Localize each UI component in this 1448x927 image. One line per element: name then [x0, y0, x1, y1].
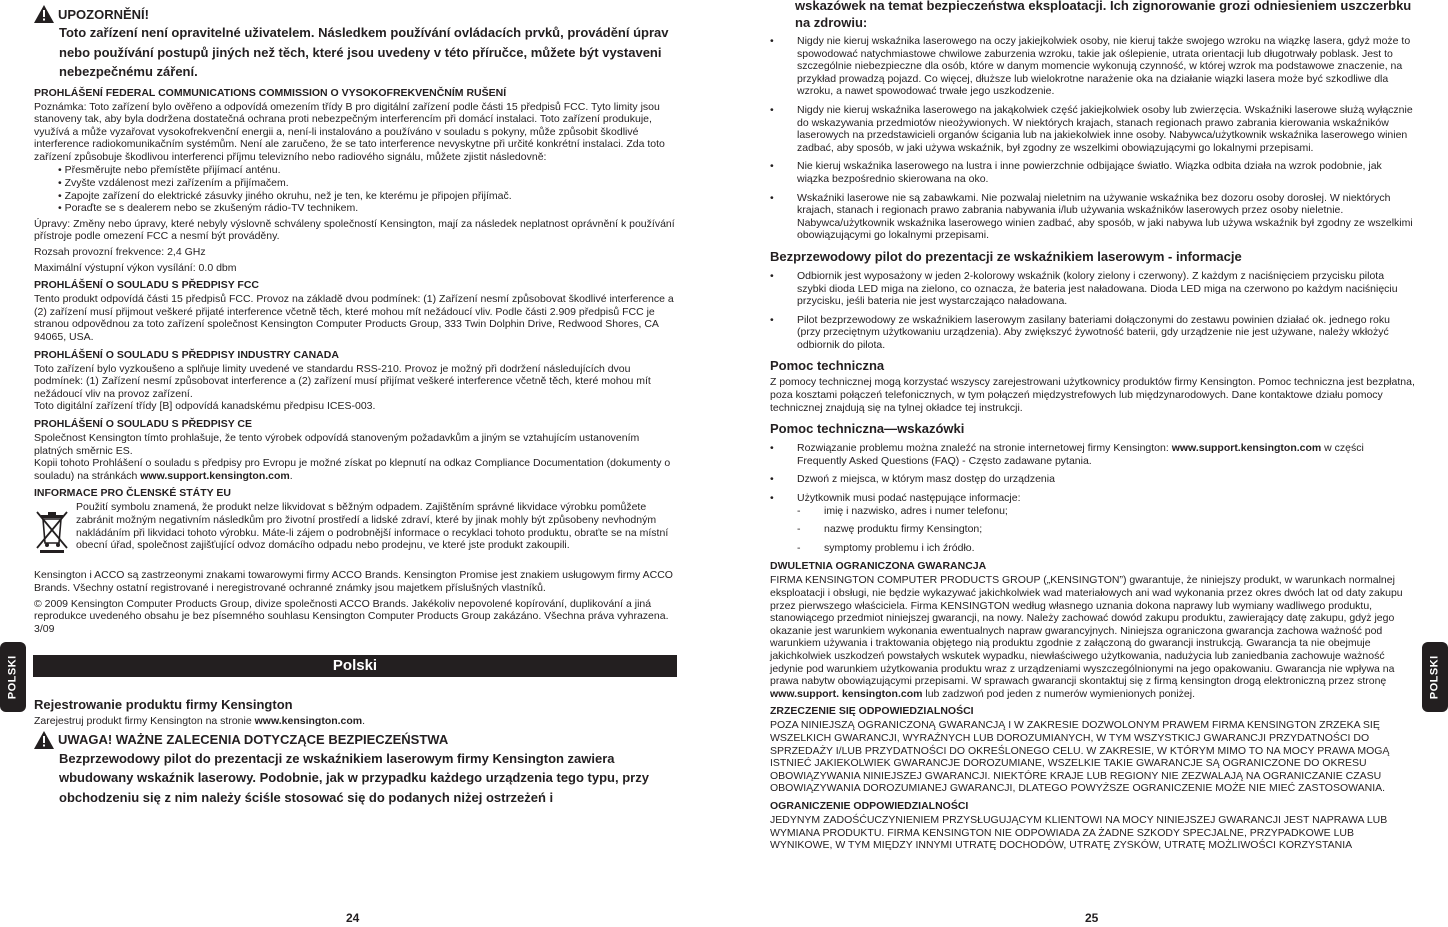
fcc-conformity-heading: PROHLÁŠENÍ O SOULADU S PŘEDPISY FCC: [34, 279, 260, 292]
canada-heading: PROHLÁŠENÍ O SOULADU S PŘEDPISY INDUSTRY CANADA: [34, 348, 339, 361]
list-item: [770, 492, 1416, 554]
fcc-conformity-text: Tento produkt odpovídá části 15 předpisů FCC. Provoz na základě dvou podmínek: (1) Zařízení nesmí způsobovat škodlivé interference a (2) zařízení musí přijmout veškeré přijaté interference včetně těch, které mohou mít nežádoucí vliv. Podle části 2.909 předpisů FCC je stranou odpovědnou za toto zařízení společnost Kensington Computer Products Group, 333 Twin Dolphin Drive, Redwood Shores, CA 94065, USA.: [34, 293, 674, 343]
eu-section: [34, 501, 676, 553]
ce-support-link[interactable]: www.support.kensington.com: [140, 469, 290, 482]
list-item: • Zvyšte vzdálenost mezi zařízením a přijímačem.: [58, 177, 676, 190]
side-tab-left: POLSKI: [0, 642, 26, 712]
warranty-heading: DWULETNIA OGRANICZONA GWARANCJA: [770, 560, 987, 573]
warranty-text: [770, 574, 1416, 700]
list-item: • Zapojte zařízení do elektrické zásuvky jiného okruhu, než je ten, ke kterému je připojen přijímač.: [58, 190, 676, 203]
support-link[interactable]: www.support.kensington.com: [1171, 442, 1322, 455]
fcc-text: Poznámka: Toto zařízení bylo ověřeno a odpovídá omezením třídy B pro digitální zařízení podle části 15 předpisů FCC. Tyto limity jsou stanoveny tak, aby byla dodržena dostatečná ochrana proti nebezpečným interferencím při domácí instalaci. Toto zařízení produkuje, využívá a může vyzařovat vysokofrekvenční energii a, není-li instalováno a používáno v souladu s pokyny, může způsobit škodlivé interference radiokomunikačním systémům. Není ale zaručeno, že se tato interference nevyskytne při určité konkrétní instalaci. Zda toto zařízení způsobuje škodlivou interferenci příjmu televizního nebo radiového signálu, můžete zjistit následovně:: [34, 100, 665, 163]
sub-list-item: - symptomy problemu i ich źródło.: [797, 542, 1416, 555]
fcc-changes: Úpravy: Změny nebo úpravy, které nebyly výslovně schváleny společností Kensington, mají za následek neplatnost oprávnění k používání přístroje podle omezení FCC a nesmí být prováděny.: [34, 217, 675, 243]
canada-text-2: Toto digitální zařízení třídy [B] odpovídá kanadskému předpisu ICES-003.: [34, 400, 376, 413]
warning-cz-heading: [34, 5, 676, 23]
weee-bin-icon: [34, 509, 70, 553]
info-heading: Bezprzewodowy pilot do prezentacji ze wskaźnikiem laserowym - informacje: [770, 248, 1242, 264]
kensington-link[interactable]: www.kensington.com: [254, 715, 363, 728]
page-number-right: 25: [1085, 911, 1099, 925]
registration-text-pre: Zarejestruj produkt firmy Kensington na stronie: [34, 715, 255, 728]
support-text: Z pomocy technicznej mogą korzystać wszyscy zarejestrowani użytkownicy produktów firmy Kensington. Pomoc techniczna jest bezpłatna, poza kosztami połączeń telefonicznych, w tym połączeń międzystrefowych lub międzynarodowych. Dane kontaktowe działu pomocy technicznej znajdują się na tylnej okładce tej instrukcji.: [770, 376, 1415, 414]
support-heading: Pomoc techniczna: [770, 358, 885, 374]
sub-list-item: - nazwę produktu firmy Kensington;: [797, 523, 1416, 536]
warning-cz-body: Toto zařízení není opravitelné uživatelem. Následkem používání ovládacích prvků, provádění úprav nebo používání postupů jiných než těch, které jsou uvedeny v této příručce, můžete být vystaveni nebezpečnému záření.: [59, 25, 669, 79]
list-item: • Pilot bezprzewodowy ze wskaźnikiem laserowym zasilany bateriami dołączonymi do zestawu powinien działać ok. jednego roku (przy przeciętnym użytkowaniu urządzenia). Aby zwiększyć żywotność baterii, gdy urządzenie nie jest używane, należy wkłożyć odbiornik do pilota.: [770, 314, 1416, 352]
warranty-text-post: lub zadzwoń pod jeden z numerów wymienionych poniżej.: [922, 687, 1196, 700]
list-item: • Nie kieruj wskaźnika laserowego na lustra i inne powierzchnie odbijające światło. Wiązka odbita działa na wzrok podobnie, jak wiązka bezpośrednio skierowana na oko.: [770, 160, 1416, 185]
limitation-text: JEDYNYM ZADOŚĆUCZYNIENIEM PRZYSŁUGUJĄCYM KLIENTOWI NA MOCY NINIEJSZEJ GWARANCJI JEST NAPRAWA LUB WYMIANA PRODUKTU. FIRMA KENSINGTON NIE ODPOWIADA ZA ŻADNE SZKODY SPECJALNE, PRZYPADKOWE LUB WYNIKOWE, W TYM MIĘDZY INNYMI UTRATĘ DOCHODÓW, UTRATĘ ZYSKÓW, UTRATĘ MOŻLIWOŚCI KORZYSTANIA: [770, 813, 1388, 852]
sub-list-item: - imię i nazwisko, adres i numer telefonu;: [797, 505, 1416, 518]
limitation-heading: OGRANICZENIE ODPOWIEDZIALNOŚCI: [770, 799, 969, 812]
warranty-text-pre: FIRMA KENSINGTON COMPUTER PRODUCTS GROUP („KENSINGTON”) gwarantuje, że niniejszy produkt, w warunkach normalnej eksploatacji i obsługi, nie będzie wykazywać jakichkolwiek wad materiałowych ani wad wykonania przez okres dwóch lat od daty zakupu przez pierwszego właściciela. Firma KENSINGTON według własnego uznania dokona naprawy lub wymiany wadliwego produktu, stanowiącego przedmiot niniejszej gwarancji, na nowy. Należy zachować dowód zakupu produktu, zawierający datę zakupu, gdyż jego okazanie jest warunkiem wykonania ewentualnych napraw gwarancyjnych. Niniejsza ograniczona gwarancja zachowa ważność pod warunkiem używania i traktowania objętego nią produktu zgodnie z załączoną do gwarancji instrukcją. Gwarancja ta nie obejmuje jakichkolwiek uszkodzeń powstałych wskutek wypadku, niewłaściwego użytkowania, nadużycia lub zaniedbania zachowuje ważność jedynie pod warunkiem użytkowania produktu wraz z urządzeniami wyszczególnionymi na jego opakowaniu. Gwarancja nie wpływa na prawa nabytw obowiązującymi przepisami. W sprawach gwarancji skontaktuj się z firmą kensington drogą elektroniczną przez stronę: [770, 574, 1403, 688]
warning-continuation: wskazówek na temat bezpieczeństwa eksploatacji. Ich zignorowanie grozi odniesieniem uszczerbku na zdrowiu:: [795, 0, 1412, 30]
eu-text: Použití symbolu znamená, že produkt nelze likvidovat s běžným odpadem. Zajištěním správné likvidace výrobku pomůžete zabránit možným negativním následkům pro životní prostředí a lidské zdraví, které by jinak mohly být způsobeny nevhodným nakládáním při likvidaci tohoto výrobku. Máte-li zájem o podrobnější informace o recyklaci tohoto produktu, obraťte se na místní obecní úřad, společnost zajišťující odvoz domácího odpadu nebo prodejnu, ve které jste produkt zakoupili.: [76, 501, 669, 552]
page-number-left: 24: [346, 911, 360, 925]
safety-list: [770, 35, 1416, 242]
warning-pl-heading: [34, 731, 676, 749]
tips-1-pre: Rozwiązanie problemu można znaleźć na stronie internetowej firmy Kensington:: [797, 442, 1172, 455]
ce-text-2: [34, 457, 676, 482]
disclaimer-text: POZA NINIEJSZĄ OGRANICZONĄ GWARANCJĄ I W ZAKRESIE DOZWOLONYM PRAWEM FIRMA KENSINGTON ZRZEKA SIĘ WSZELKICH GWARANCJI, WYRAŹNYCH LUB DOROZUMIANYCH, W TYM WSZYSTKICJ GWARANCJI PRZYDATNOŚCI DO SPRZEDAŻY I/LUB PRZYDATNOŚCI DO OKREŚLONEGO CELU. W ZAKRESIE, W KTÓRYM MIMO TO NA MOCY PRAWA MOGĄ ISTNIEĆ JAKIEKOLWIEK GWARANCJE DOROZUMIANE, WSZELKIE TAKIE GWARANCJE SĄ OGRANICZONE DO OKRESU OBOWIĄZYWANIA NINIEJSZEJ GWARANCJI. NIEKTÓRE KRAJE LUB REGIONY NIE ZEZWALAJĄ NA OGRANICZANIE CZASU OBOWIĄZYWANIA DOROZUMIANEJ GWARANCJI, DLATEGO POWYŻSZE OGRANICZENIE MOŻE NIE MIEĆ ZASTOSOWANIA.: [770, 719, 1390, 795]
warning-triangle-icon: [34, 5, 54, 23]
list-item: • Dzwoń z miejsca, w którym masz dostęp do urządzenia: [770, 473, 1416, 486]
list-item: • Přesměrujte nebo přemístěte přijímací anténu.: [58, 164, 676, 177]
page-25: [770, 0, 1416, 855]
list-item: • Odbiornik jest wyposażony w jeden 2-kolorowy wskaźnik (kolory zielony i czerwony). Z każdym z naciśnięciem przycisku pilota szybki dioda LED miga na zielono, co oznacza, że bateria jest naładowana. Dioda LED miga na czerwono po każdym naciśnięciu przycisku, jeśli bateria nie jest wystarczająco naładowana.: [770, 270, 1416, 308]
registration-text-post: .: [362, 715, 366, 728]
canada-text: Toto zařízení bylo vyzkoušeno a splňuje limity uvedené ve standardu RSS-210. Provoz je možný při dodržení následujících dvou podmínek: (1) Zařízení nesmí způsobovat interference a (2) zařízení musí přijímat veškeré interference včetně těch, které mohou mít nežádoucí vliv na provoz zařízení.: [34, 362, 651, 400]
eu-heading: INFORMACE PRO ČLENSKÉ STÁTY EU: [34, 487, 231, 500]
fcc-list: [58, 164, 676, 214]
max-power: Maximální výstupní výkon vysílání: 0.0 dbm: [34, 261, 237, 274]
tips-heading: Pomoc techniczna—wskazówki: [770, 421, 965, 437]
side-tab-right: POLSKI: [1422, 642, 1448, 712]
ce-text-2-post: .: [289, 469, 293, 482]
warning-cz-title: UPOZORNĚNÍ!: [58, 6, 149, 22]
list-item: • Nigdy nie kieruj wskaźnika laserowego na jakąkolwiek część jakiejkolwiek osoby lub zwierzęcia. Wskaźniki laserowe służą wyłącznie do wskazywania przedmiotów nieożywionych. W niektórych krajach, stanach regionach prawo zabrania kierowania wskaźników laserowych na przedstawicieli organów ścigania lub na jakiekolwiek inne osoby. Nabywca/użytkownik wskaźnika laserowego winien zadbać, aby sposób, w jaki używa wskaźnik, był zgodny ze wszelkimi obowiązującymi go lokalnymi przepisami.: [770, 104, 1416, 154]
fcc-heading: PROHLÁŠENÍ FEDERAL COMMUNICATIONS COMMISSION O VYSOKOFREKVENČNÍM RUŠENÍ: [34, 86, 507, 99]
registration-heading: Rejestrowanie produktu firmy Kensington: [34, 697, 293, 713]
warning-triangle-icon: [34, 731, 54, 749]
tips-1-post: w części Frequently Asked Questions (FAQ) - Często zadawane pytania.: [797, 442, 1364, 467]
registration-text: [34, 715, 676, 728]
list-item: • Poraďte se s dealerem nebo se zkušeným rádio-TV technikem.: [58, 202, 676, 215]
freq-range: Rozsah provozní frekvence: 2,4 GHz: [34, 246, 206, 259]
list-item: • Nigdy nie kieruj wskaźnika laserowego na oczy jakiejkolwiek osoby, nie kieruj także swojego wzroku na wiązkę lasera, gdyż może to spowodować natychmiastowe chwilowe zaburzenia wzroku, takie jak oślepienie, utrata orientacji lub długotrwały poblask. Jest to szczególnie niebezpieczne dla osób, które w danym momencie wykonują czynność, w której wzrok ma podstawowe znaczenie, na przykład prowadzą pojazd. Co więcej, dłuższe lub wielokrotne narażenie oka na działanie wiązki lasera może być szkodliwe dla wzroku, a nawet spowodować trwałe jego uszkodzenie.: [770, 35, 1416, 98]
ce-heading: PROHLÁŠENÍ O SOULADU S PŘEDPISY CE: [34, 417, 253, 430]
list-item: • Wskaźniki laserowe nie są zabawkami. Nie pozwalaj nieletnim na używanie wskaźnika bez dozoru osoby dorosłej. W niektórych krajach, stanach i regionach prawo zabrania nabywania i/lub używania wskaźników laserowych przez osoby nieletnie. Nabywca/użytkownik wskaźnika laserowego winien zadbać, aby sposób, w jaki nabywa lub używa wskaźnik był zgodny ze wszelkimi obowiązującymi go lokalnymi przepisami.: [770, 192, 1416, 242]
ce-text-2-pre: Kopii tohoto Prohlášení o souladu s předpisy pro Evropu je možné získat po klepnutí na odkaz Compliance Documentation (dokumenty o souladu) na stránkách: [34, 457, 671, 482]
warning-pl-body: Bezprzewodowy pilot do prezentacji ze wskaźnikiem laserowym firmy Kensington zawiera wbudowany wskaźnik laserowy. Podobnie, jak w przypadku każdego urządzenia tego typu, przy obchodzeniu się z nim należy ściśle stosować się do podanych niżej ostrzeżeń i: [59, 750, 649, 805]
warning-pl-title: UWAGA! WAŻNE ZALECENIA DOTYCZĄCE BEZPIECZEŃSTWA: [58, 732, 449, 748]
warranty-link[interactable]: www.support. kensington.com: [770, 687, 923, 700]
tips-sublist: [797, 505, 1416, 555]
disclaimer-heading: ZRZECZENIE SIĘ ODPOWIEDZIALNOŚCI: [770, 705, 974, 718]
trademark-text: Kensington i ACCO są zastrzeonymi znakami towarowymi firmy ACCO Brands. Kensington Promise jest znakiem usługowym firmy ACCO Brands. Všechny ostatní registrované i neregistrované ochranné známky jsou majetkem příslušných vlastníků.: [34, 569, 673, 594]
language-band: Polski: [33, 655, 677, 677]
copyright-text: © 2009 Kensington Computer Products Group, divize společnosti ACCO Brands. Jakékoliv nepovolené kopírování, duplikování a jiná reprodukce uvedeného obsahu je bez písemného souhlasu Kensington Computer Products Group zakázáno. Všechna práva vyhrazena. 3/09: [34, 597, 669, 635]
ce-text: Společnost Kensington tímto prohlašuje, že tento výrobek odpovídá stanoveným požadavkům a jiným se vztahujícím ustanovením platných směrnic ES.: [34, 431, 640, 457]
tips-list: [770, 442, 1416, 554]
page-24: [34, 0, 676, 807]
list-item: [770, 442, 1416, 467]
info-list: [770, 270, 1416, 352]
tips-3: Użytkownik musi podać następujące informacje:: [797, 492, 1021, 505]
